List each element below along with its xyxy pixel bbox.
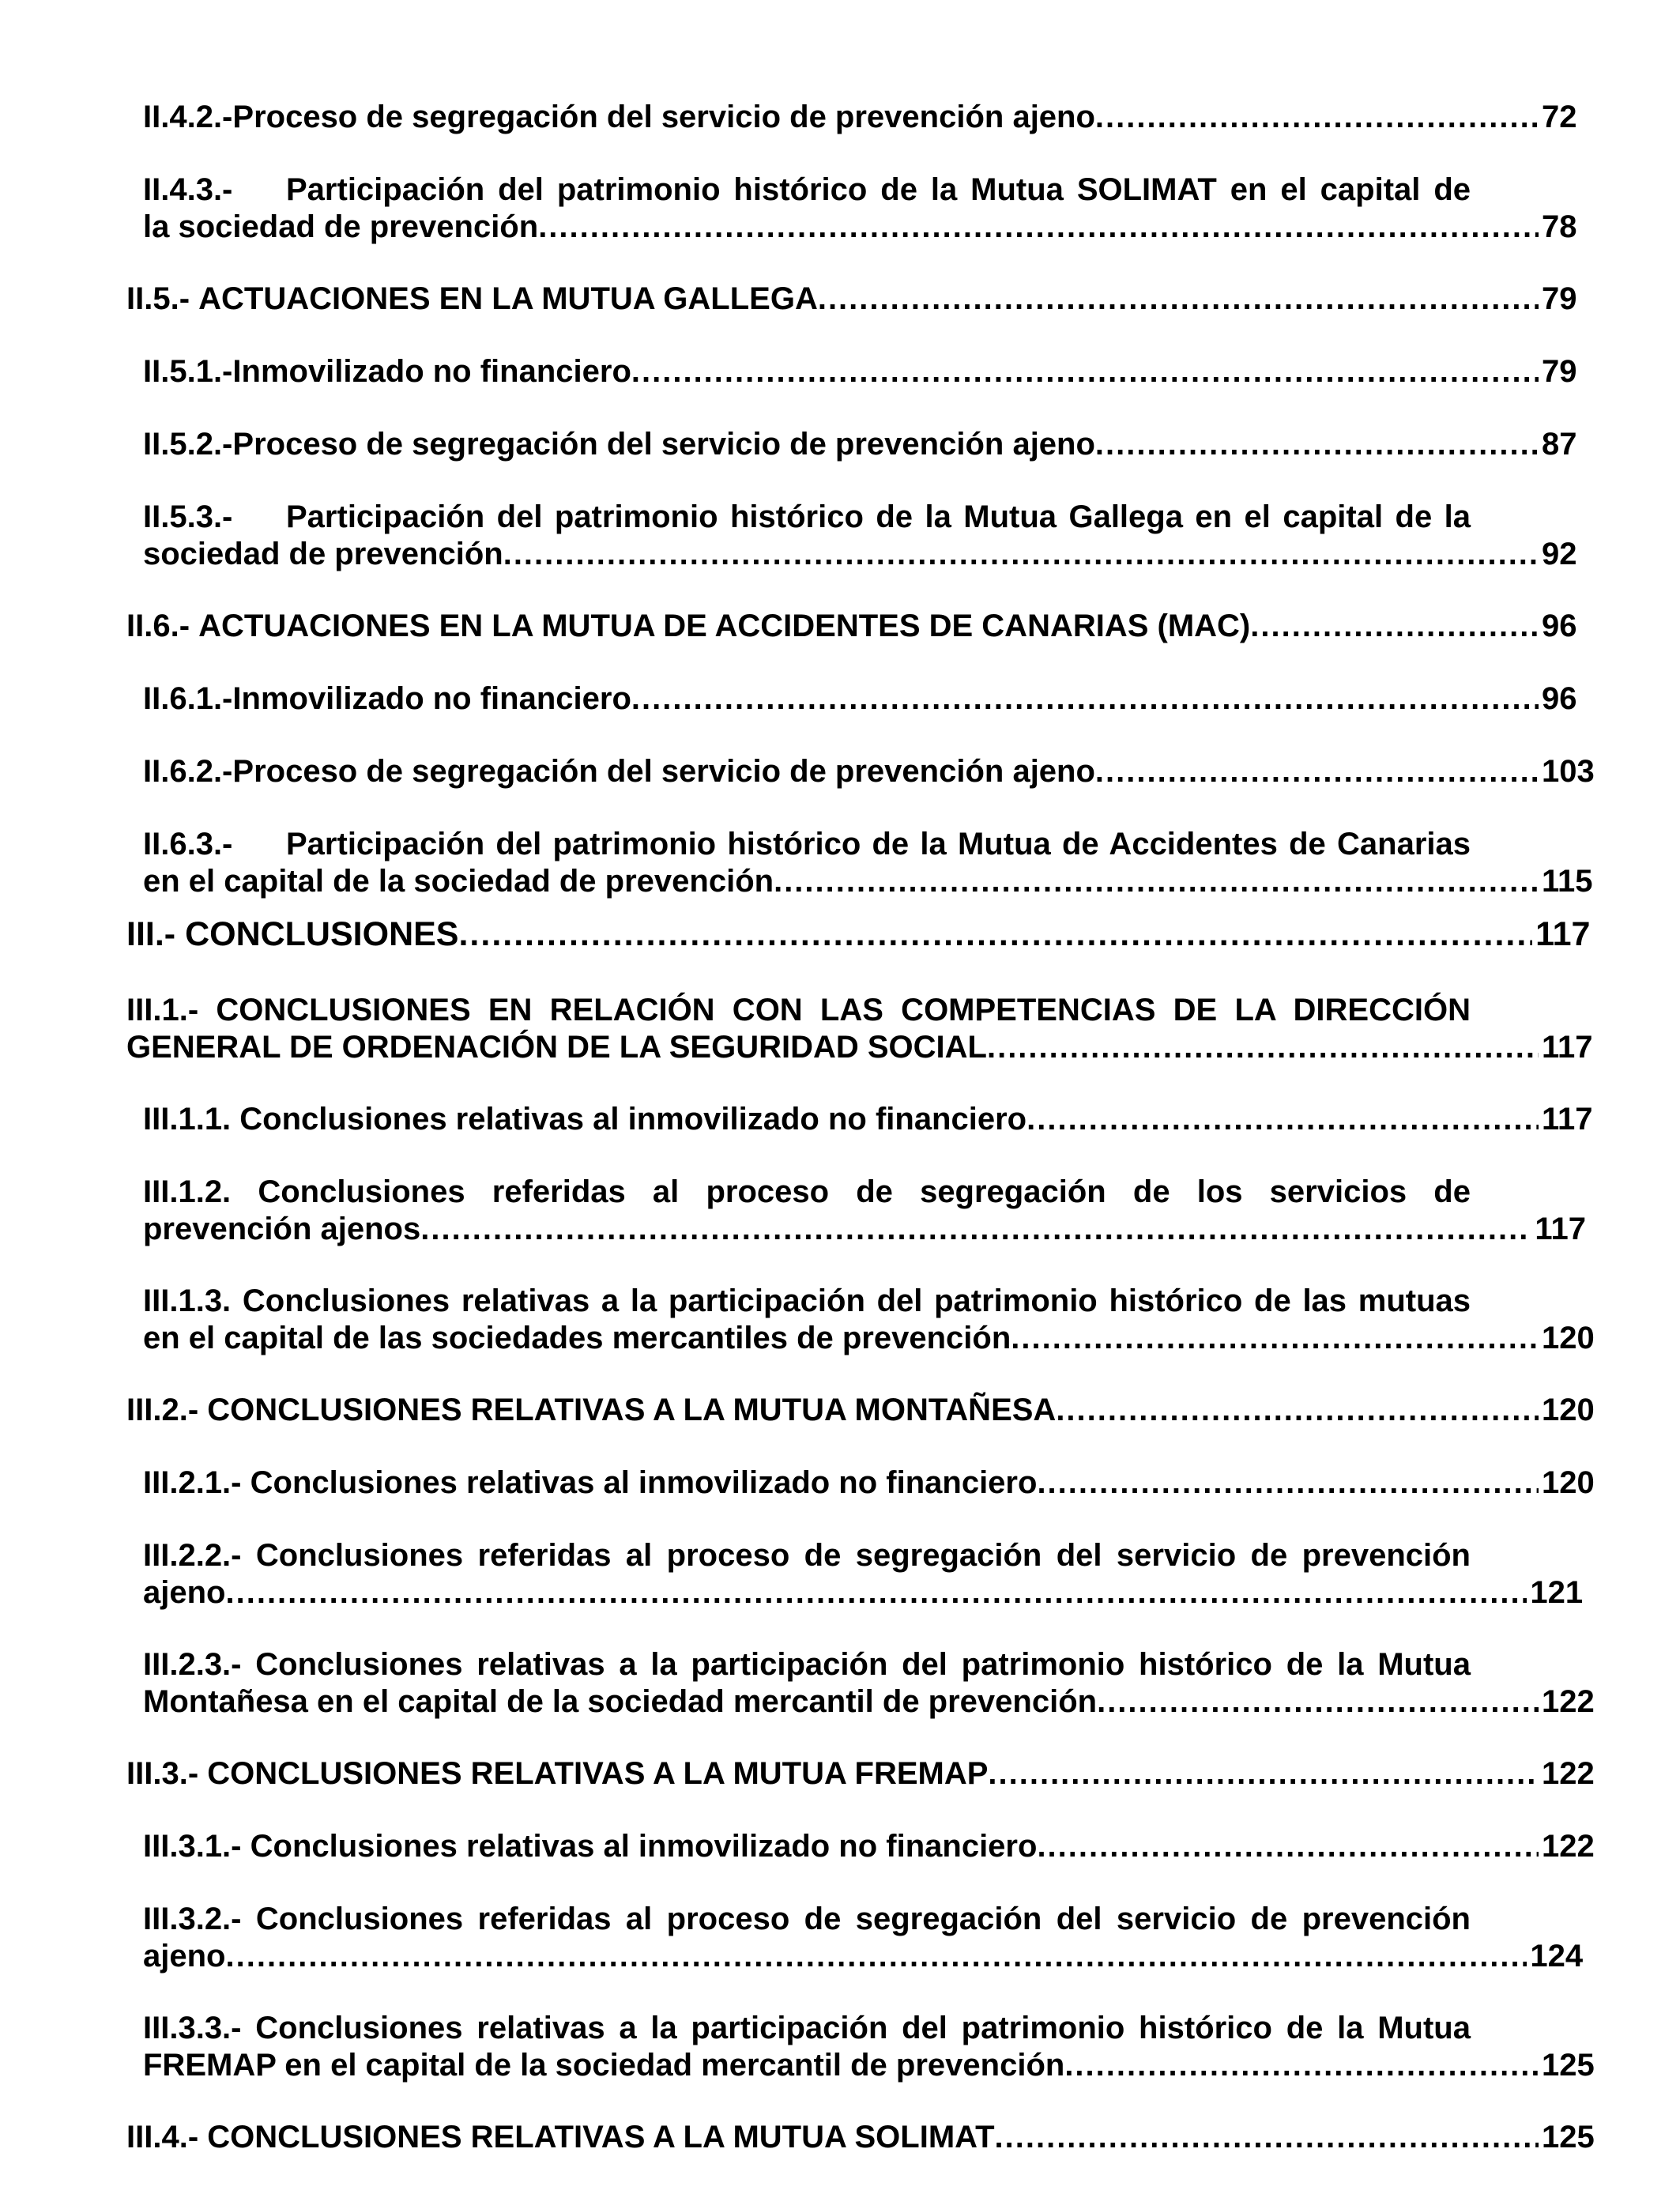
entry-number: II.5.1.- [143,354,233,389]
entry-title: CONCLUSIONES RELATIVAS A LA MUTUA MONTAÑESA [207,1393,1057,1427]
entry-number: III.1.2. [143,1174,232,1209]
dot-leader [538,209,1539,246]
toc-entry[interactable] [143,499,1577,573]
entry-title: Proceso de segregación del servicio de prevención ajeno [232,100,1095,134]
toc-entry[interactable] [143,1465,1595,1502]
entry-number: III.3.1.- [143,1829,242,1864]
entry-page-number: 124 [1530,1939,1584,1973]
toc-entry[interactable] [143,753,1595,790]
entry-title-line2: GENERAL DE ORDENACIÓN DE LA SEGURIDAD SOCIAL [126,1030,987,1065]
toc-entry[interactable] [126,2119,1595,2156]
entry-title: ACTUACIONES EN LA MUTUA DE ACCIDENTES DE CANARIAS (MAC) [198,609,1251,643]
entry-title: Inmovilizado no financiero [232,354,631,389]
entry-page-number: 115 [1542,864,1593,899]
entry-number: III.4.- [126,2120,199,2154]
dot-leader [1097,1683,1539,1721]
dot-leader [995,2119,1539,2156]
entry-page-number: 125 [1542,2120,1595,2154]
toc-entry[interactable] [143,2010,1595,2084]
toc-entry[interactable] [126,1392,1595,1429]
entry-title-line2: Montañesa en el capital de la sociedad mercantil de prevención [143,1684,1098,1719]
dot-leader [1037,1465,1539,1502]
dot-leader [1026,1101,1539,1138]
toc-entry[interactable] [143,353,1577,390]
entry-title-line1: Conclusiones referidas al proceso de segregación del servicio de prevención [255,1902,1471,1936]
entry-page-number: 125 [1542,2048,1595,2083]
dot-leader [503,536,1539,573]
entry-title: Conclusiones relativas al inmovilizado no financiero [250,1465,1038,1500]
entry-number: III.1.1. [143,1102,232,1137]
entry-title-line1: Conclusiones relativas a la participación del patrimonio histórico de la Mutua [255,2011,1471,2045]
entry-title-line1: Participación del patrimonio histórico de la Mutua SOLIMAT en el capital de [286,172,1471,207]
entry-number: II.6.- [126,609,190,643]
entry-page-number: 121 [1530,1575,1584,1610]
entry-page-number: 120 [1542,1321,1595,1355]
entry-page-number: 79 [1542,281,1577,316]
entry-page-number: 96 [1542,609,1577,643]
entry-number: II.6.3.- [143,827,233,861]
entry-title-line1: CONCLUSIONES EN RELACIÓN CON LAS COMPETENCIAS DE LA DIRECCIÓN [216,993,1471,1027]
entry-number: III.2.1.- [143,1465,242,1500]
dot-leader [987,1029,1539,1066]
entry-number: III.- [126,915,176,953]
dot-leader [225,1938,1527,1975]
entry-number: II.6.2.- [143,754,233,789]
entry-page-number: 117 [1542,1030,1593,1065]
entry-number: III.2.3.- [143,1647,242,1682]
entry-number: II.5.2.- [143,427,233,462]
dot-leader [631,353,1539,390]
entry-number: II.5.- [126,281,190,316]
toc-entry[interactable] [143,1174,1586,1248]
entry-page-number: 96 [1542,681,1577,716]
dot-leader [458,916,1532,953]
entry-title-line2: FREMAP en el capital de la sociedad mercantil de prevención [143,2048,1065,2083]
entry-title: CONCLUSIONES RELATIVAS A LA MUTUA SOLIMAT [207,2120,995,2154]
entry-title-line1: Conclusiones relativas a la participación del patrimonio histórico de la Mutua [255,1647,1471,1682]
entry-page-number: 122 [1542,1829,1595,1864]
dot-leader [988,1755,1539,1793]
entry-title-line2: en el capital de la sociedad de prevención [143,864,774,899]
dot-leader [818,281,1539,318]
entry-title: Conclusiones relativas al inmovilizado no financiero [250,1829,1038,1864]
toc-entry[interactable] [143,1646,1595,1721]
entry-title-line1: Participación del patrimonio histórico de la Mutua Gallega en el capital de la [286,499,1471,534]
entry-title: ACTUACIONES EN LA MUTUA GALLEGA [198,281,818,316]
entry-number: II.6.1.- [143,681,233,716]
entry-page-number: 120 [1542,1465,1595,1500]
entry-title-line2: la sociedad de prevención [143,209,539,244]
toc-entry[interactable] [126,1755,1595,1793]
entry-number: III.2.2.- [143,1538,242,1573]
dot-leader [774,863,1539,900]
dot-leader [225,1574,1527,1612]
entry-number: III.2.- [126,1393,199,1427]
dot-leader [1095,426,1539,463]
entry-number: III.3.- [126,1756,199,1791]
entry-page-number: 117 [1535,915,1591,953]
dot-leader [1056,1392,1539,1429]
entry-number: III.3.2.- [143,1902,242,1936]
entry-title: CONCLUSIONES [185,915,459,953]
toc-entry[interactable] [143,1537,1584,1612]
entry-title-line2: ajeno [143,1575,226,1610]
entry-title-line1: Conclusiones referidas al proceso de segregación de los servicios de [258,1174,1471,1209]
entry-title: Conclusiones relativas al inmovilizado no financiero [239,1102,1027,1137]
entry-title-line2: ajeno [143,1939,226,1973]
entry-title-line2: en el capital de las sociedades mercantiles de prevención [143,1321,1011,1355]
entry-page-number: 79 [1542,354,1577,389]
toc-entry[interactable] [126,992,1593,1066]
toc-entry[interactable] [126,281,1577,318]
entry-title: Inmovilizado no financiero [232,681,631,716]
toc-entry[interactable] [143,1283,1595,1357]
dot-leader [631,680,1539,718]
entry-page-number: 78 [1542,209,1577,244]
entry-number: III.3.3.- [143,2011,242,2045]
toc-entry[interactable] [143,680,1577,718]
entry-title-line1: Conclusiones relativas a la participación del patrimonio histórico de las mutuas [242,1284,1471,1318]
entry-page-number: 72 [1542,100,1577,134]
toc-entry[interactable] [143,1828,1595,1865]
entry-title-line2: sociedad de prevención [143,537,503,571]
dot-leader [1095,753,1539,790]
entry-number: II.4.2.- [143,100,233,134]
entry-number: II.4.3.- [143,172,233,207]
toc-entry[interactable] [143,1101,1593,1138]
entry-page-number: 122 [1542,1684,1595,1719]
entry-number: II.5.3.- [143,499,233,534]
entry-number: III.1.- [126,993,199,1027]
toc-entry[interactable] [143,1901,1584,1975]
entry-page-number: 120 [1542,1393,1595,1427]
entry-title-line2: prevención ajenos [143,1212,421,1246]
dot-leader [1011,1320,1539,1357]
entry-page-number: 87 [1542,427,1577,462]
entry-title: CONCLUSIONES RELATIVAS A LA MUTUA FREMAP [207,1756,989,1791]
entry-page-number: 117 [1535,1212,1586,1246]
toc-entry[interactable] [143,826,1593,900]
entry-title-line1: Participación del patrimonio histórico de la Mutua de Accidentes de Canarias [286,827,1471,861]
dot-leader [1037,1828,1539,1865]
dot-leader [1095,99,1539,136]
entry-title: Proceso de segregación del servicio de prevención ajeno [232,754,1095,789]
toc-entry[interactable] [126,915,1591,953]
entry-page-number: 117 [1542,1102,1593,1137]
entry-title-line1: Conclusiones referidas al proceso de segregación del servicio de prevención [255,1538,1471,1573]
dot-leader [420,1211,1531,1248]
entry-page-number: 103 [1542,754,1595,789]
dot-leader [1064,2047,1539,2084]
toc-entry[interactable] [143,426,1577,463]
toc-entry[interactable] [143,99,1577,136]
entry-page-number: 92 [1542,537,1577,571]
entry-title: Proceso de segregación del servicio de prevención ajeno [232,427,1095,462]
entry-page-number: 122 [1542,1756,1595,1791]
dot-leader [1250,608,1539,645]
toc-entry[interactable] [126,608,1577,645]
toc-entry[interactable] [143,172,1577,246]
entry-number: III.1.3. [143,1284,232,1318]
